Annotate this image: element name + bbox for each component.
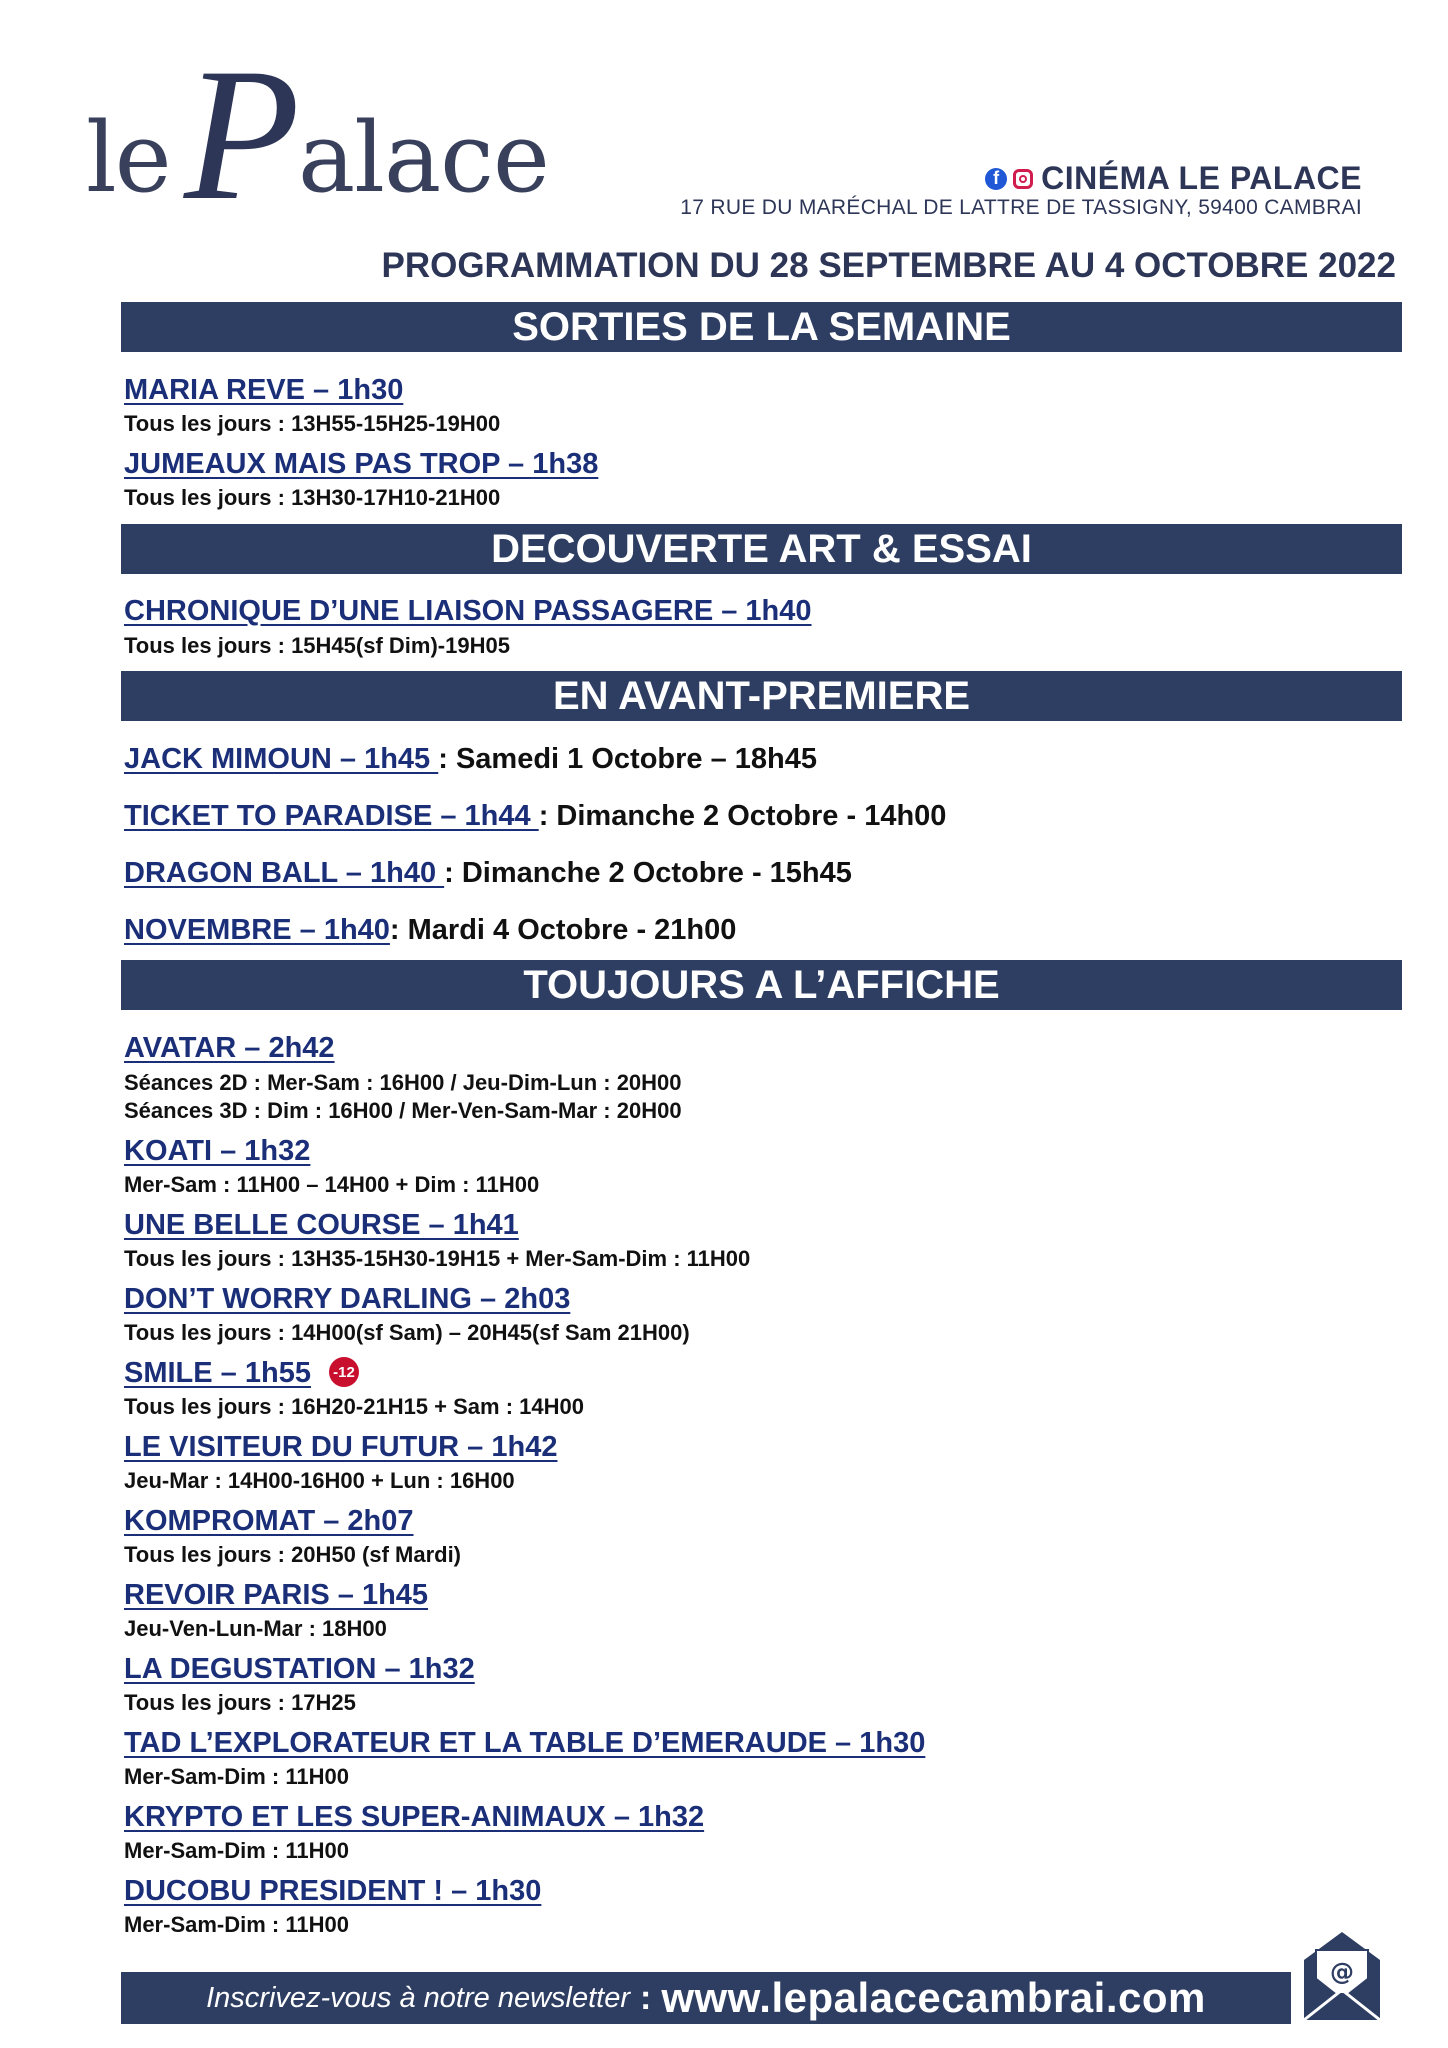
logo-alace: alace (298, 102, 549, 214)
film-title[interactable]: UNE BELLE COURSE – 1h41 (124, 1209, 519, 1241)
film-title[interactable]: NOVEMBRE – 1h40 (124, 914, 390, 946)
film-title[interactable]: DRAGON BALL – 1h40 (124, 857, 445, 889)
film-title[interactable]: JUMEAUX MAIS PAS TROP – 1h38 (124, 448, 599, 480)
premiere-date: : Mardi 4 Octobre - 21h00 (389, 914, 737, 946)
premiere-item[interactable] (124, 743, 817, 776)
palace-logo (86, 30, 549, 240)
film-schedule: Tous les jours : 13H55-15H25-19H00 (124, 411, 501, 436)
film-title[interactable]: CHRONIQUE D’UNE LIAISON PASSAGERE – 1h40 (124, 595, 812, 627)
film-title[interactable]: TAD L’EXPLORATEUR ET LA TABLE D’EMERAUDE – 1h30 (124, 1727, 926, 1759)
film-title[interactable]: KRYPTO ET LES SUPER-ANIMAUX – 1h32 (124, 1801, 705, 1833)
film-schedule: Mer-Sam-Dim : 11H00 (124, 1912, 349, 1937)
newsletter-separator: : (640, 1978, 652, 2017)
film-title[interactable]: REVOIR PARIS – 1h45 (124, 1579, 429, 1611)
film-schedule: Tous les jours : 20H50 (sf Mardi) (124, 1542, 462, 1567)
newsletter-mail-icon[interactable] (1302, 1928, 1382, 2024)
film-title[interactable]: TICKET TO PARADISE – 1h44 (124, 800, 539, 832)
film-schedule: Tous les jours : 13H30-17H10-21H00 (124, 485, 501, 510)
film-schedule: Tous les jours : 13H35-15H30-19H15 + Mer-Sam-Dim : 11H00 (124, 1246, 751, 1271)
film-schedule: Tous les jours : 14H00(sf Sam) – 20H45(sf Sam 21H00) (124, 1320, 690, 1345)
premiere-item[interactable] (124, 914, 736, 947)
section-heading-sorties: SORTIES DE LA SEMAINE (121, 302, 1402, 352)
section-heading-affiche: TOUJOURS A L’AFFICHE (121, 960, 1402, 1010)
section-heading-decouverte: DECOUVERTE ART & ESSAI (121, 524, 1402, 574)
program-title: PROGRAMMATION DU 28 SEPTEMBRE AU 4 OCTOBRE 2022 (381, 246, 1396, 285)
newsletter-banner[interactable] (121, 1972, 1291, 2024)
film-schedule: Mer-Sam-Dim : 11H00 (124, 1764, 349, 1789)
film-schedule: Séances 3D : Dim : 16H00 / Mer-Ven-Sam-Mar : 20H00 (124, 1098, 682, 1123)
newsletter-text: Inscrivez-vous à notre newsletter (206, 1981, 631, 2014)
film-title[interactable]: JACK MIMOUN – 1h45 (124, 743, 439, 775)
mail-at-symbol: @ (1330, 1958, 1354, 1986)
premiere-item[interactable] (124, 857, 852, 890)
premiere-date: : Dimanche 2 Octobre - 15h45 (444, 857, 852, 889)
cinema-heading (985, 160, 1362, 197)
film-title[interactable]: DON’T WORRY DARLING – 2h03 (124, 1283, 571, 1315)
film-schedule: Mer-Sam-Dim : 11H00 (124, 1838, 349, 1863)
premiere-item[interactable] (124, 800, 946, 833)
cinema-name: CINÉMA LE PALACE (1041, 160, 1362, 196)
logo-p: P (184, 30, 301, 240)
facebook-icon[interactable]: f (985, 168, 1007, 190)
cinema-address: 17 RUE DU MARÉCHAL DE LATTRE DE TASSIGNY, 59400 CAMBRAI (680, 196, 1362, 219)
section-heading-avant-premiere: EN AVANT-PREMIERE (121, 671, 1402, 721)
film-title[interactable]: AVATAR – 2h42 (124, 1032, 335, 1064)
film-schedule: Tous les jours : 17H25 (124, 1690, 356, 1715)
social-icons (985, 168, 1033, 190)
premiere-date: : Dimanche 2 Octobre - 14h00 (538, 800, 947, 832)
film-title[interactable]: KOMPROMAT – 2h07 (124, 1505, 414, 1537)
instagram-icon[interactable] (1013, 169, 1033, 189)
film-title[interactable]: LE VISITEUR DU FUTUR – 1h42 (124, 1431, 558, 1463)
film-title[interactable]: KOATI – 1h32 (124, 1135, 311, 1167)
film-title-row[interactable] (124, 1357, 359, 1390)
film-title[interactable]: SMILE – 1h55 (124, 1357, 311, 1389)
film-schedule: Mer-Sam : 11H00 – 14H00 + Dim : 11H00 (124, 1172, 540, 1197)
film-title[interactable]: LA DEGUSTATION – 1h32 (124, 1653, 475, 1685)
film-schedule: Jeu-Ven-Lun-Mar : 18H00 (124, 1616, 387, 1641)
premiere-date: : Samedi 1 Octobre – 18h45 (438, 743, 818, 775)
film-schedule: Jeu-Mar : 14H00-16H00 + Lun : 16H00 (124, 1468, 515, 1493)
film-title[interactable]: DUCOBU PRESIDENT ! – 1h30 (124, 1875, 542, 1907)
film-title[interactable]: MARIA REVE – 1h30 (124, 374, 404, 406)
film-schedule: Séances 2D : Mer-Sam : 16H00 / Jeu-Dim-Lun : 20H00 (124, 1070, 682, 1095)
film-schedule: Tous les jours : 16H20-21H15 + Sam : 14H00 (124, 1394, 584, 1419)
age-rating-badge: -12 (329, 1357, 359, 1387)
website-link[interactable]: www.lepalacecambrai.com (661, 1974, 1206, 2021)
logo-le: le (86, 102, 170, 214)
film-schedule: Tous les jours : 15H45(sf Dim)-19H05 (124, 633, 510, 658)
